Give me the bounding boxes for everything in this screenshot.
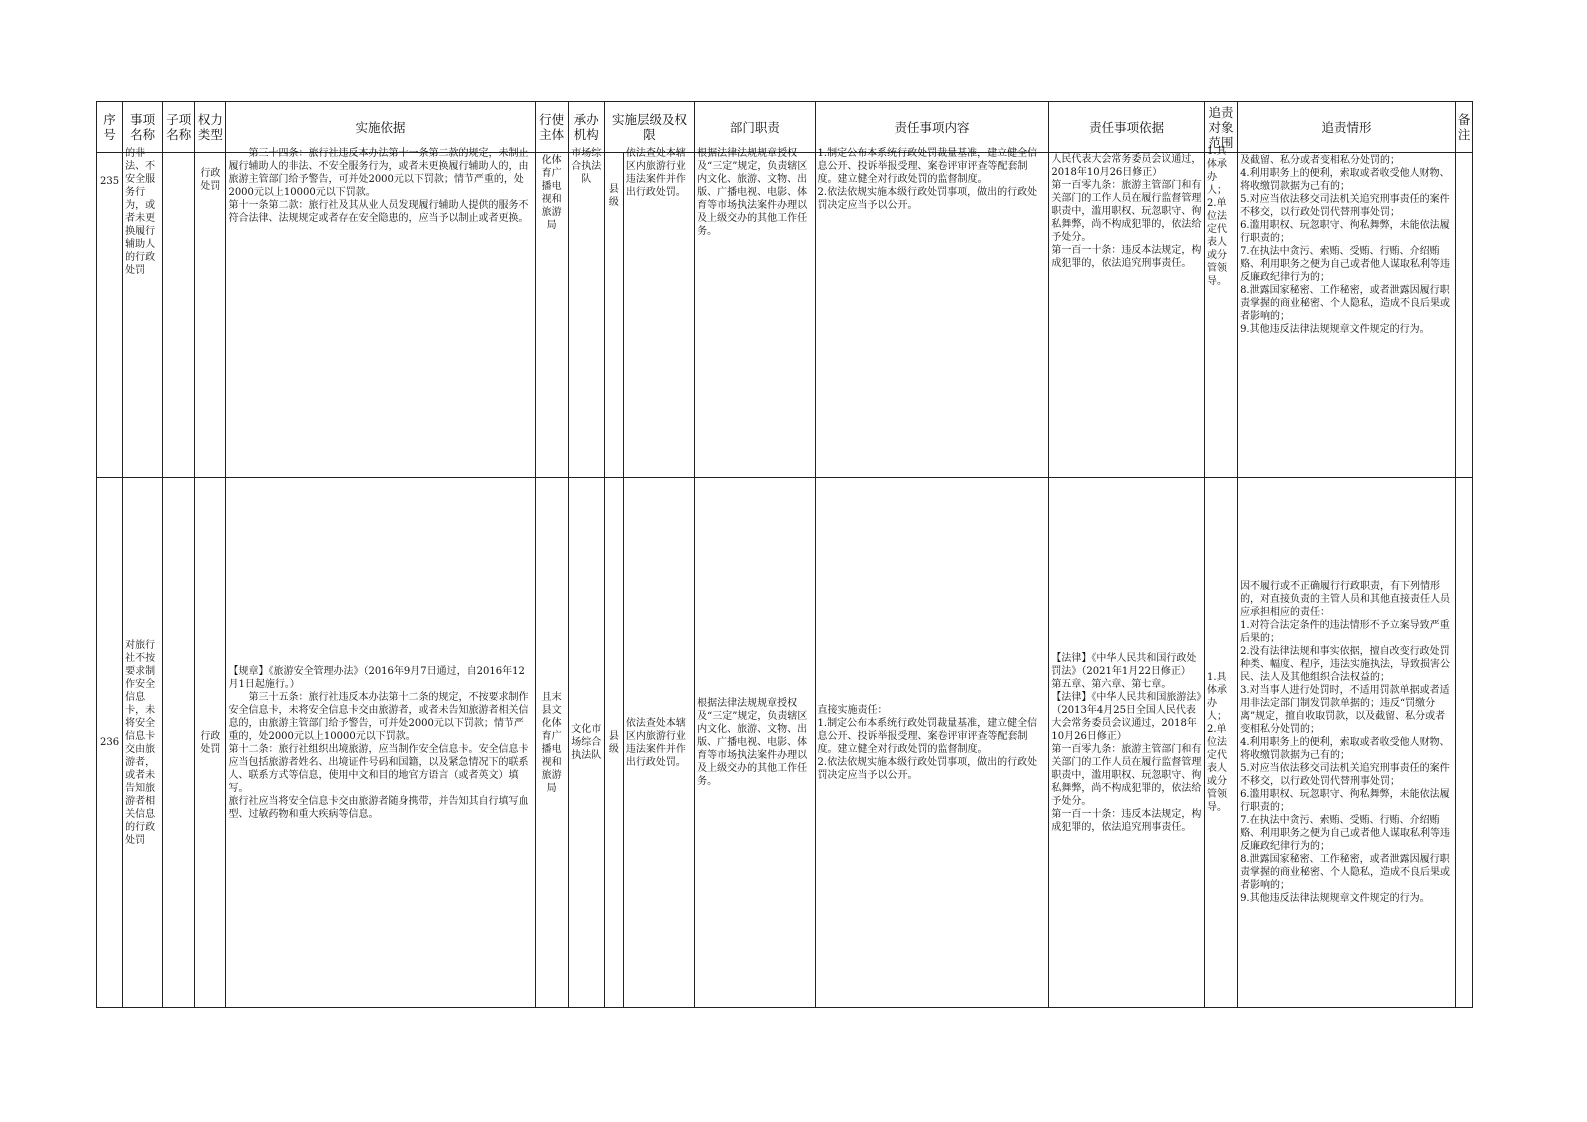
row-resp [815,148,1049,478]
row-level-b: 依法查处本辖区内旅游行业违法案件并作出行政处罚。 [623,478,694,1008]
row-note [1455,153,1472,478]
row-item: 对旅行社不按要求制作安全信息卡，未将安全信息卡交由旅游者，或者未告知旅游者相关信息的行政处罚 [123,478,163,1008]
row-sub [163,478,195,1008]
row-level-a: 县级 [604,478,623,1008]
row-basis [226,148,535,478]
row-type: 行政处罚 [195,478,226,1008]
row-org [568,148,604,478]
table-row [97,153,1473,478]
row-sub [163,153,195,478]
header-duty: 部门职责 [695,102,815,153]
row-scope [1204,146,1237,478]
row-basis-text: 第三十四条：旅行社违反本办法第十一条第二款的规定，未制止履行辅助人的非法、不安全服务行为，或者未更换履行辅助人的，由旅游主管部门给予警告，可并处2000元以下罚款；情节严重的，处2000元以上10000元以下罚款。 第十一条第二款：旅行社及其从业人员发现履行辅助人提供的服务不符合法律、法规规定或者存在安全隐患的，应当予以制止或者更换。 [228,148,529,224]
row-resp-basis: 【法律】《中华人民共和国行政处罚法》（2021年1月22日修正） 第五章、第六章、第七章。 【法律】《中华人民共和国旅游法》（2013年4月25日全国人民代表大会常务委员会议通过，2018年10月26日修正） 第一百零九条：旅游主管部门和有关部门的工作人员在履行监督管理职责中，滥用职权、玩忽职守、徇私舞弊，尚不构成犯罪的，依法给予处分。 第一百一十条：违反本法规定，构成犯罪的，依法追究刑事责任。 [1049,478,1205,1008]
row-level-b-text: 依法查处本辖区内旅游行业违法案件并作出行政处罚。 [625,148,686,198]
row-scope-text: 1.具体承办人； 2.单位法定代表人或分管领导。 [1206,146,1227,287]
row-basis-head: 【规章】《旅游安全管理办法》（2016年9月7日通过，自2016年12月1日起施行。） [228,665,525,690]
row-item-text: 的非法、不安全服务行为，或者未更换履行辅助人的行政处罚 [125,148,156,276]
row-type [195,153,226,478]
row-type-text: 行政处罚 [200,168,221,192]
row-subject [535,153,568,478]
row-cond-text: 及截留、私分或者变相私分处罚的； 4.利用职务上的便利，索取或者收受他人财物、将收缴罚款据为己有的； 5.对应当依法移交司法机关追究刑事责任的案件不移交，以行政处罚代替刑事处罚； 6.滥用职权、玩忽职守、徇私舞弊，未能依法履行职责的； 7.在执法中贪污、索贿、受贿、行贿、介绍贿赂、利用职务之便为自己或者他人谋取私利等违反廉政纪律行为的； 8.泄露国家秘密、工作秘密，或者泄露因履行职责掌握的商业秘密、个人隐私，造成不良后果或者影响的； 9.其他违反法律法规规章文件规定的行为。 [1240,155,1451,335]
row-basis [226,478,535,1008]
row-item [123,148,163,478]
row-basis-text: 第三十五条：旅行社违反本办法第十二条的规定，不按要求制作安全信息卡，未将安全信息卡交由旅游者，或者未告知旅游者相关信息的，由旅游主管部门给予警告，可并处2000元以下罚款；情节严重的，处2000元以上10000元以下罚款。 第十二条：旅行社组织出境旅游，应当制作安全信息卡。安全信息卡应当包括旅游者姓名、出境证件号码和国籍，以及紧急情况下的联系人、联系方式等信息，使用中文和目的地官方语言（或者英文）填写。 旅行社应当将安全信息卡交由旅游者随身携带，并告知其自行填写血型、过敏药物和重大疾病等信息。 [228,691,529,820]
row-duty-text: 根据法律法规规章授权及“三定”规定，负责辖区内文化、旅游、文物、出版、广播电视、电影、体育等市场执法案件办理以及上级交办的其他工作任务。 [697,148,808,237]
row-org: 文化市场综合执法队 [568,478,604,1008]
row-resp: 直接实施责任： 1.制定公布本系统行政处罚裁量基准，建立健全信息公开、投诉举报受理、案卷评审评查等配套制度。建立健全对行政处罚的监督制度。 2.依法依规实施本级行政处罚事项，做出的行政处罚决定应当予以公开。 [815,478,1049,1008]
row-subject-text: 化体育广播电视和旅游局 [541,155,562,231]
header-resp-basis: 责任事项依据 [1049,102,1205,153]
row-note [1455,478,1472,1008]
header-seq: 序号 [97,102,123,153]
header-basis: 实施依据 [226,102,535,153]
row-cond: 因不履行或不正确履行行政职责，有下列情形的，对直接负责的主管人员和其他直接责任人员应承担相应的责任： 1.对符合法定条件的违法情形不予立案导致严重后果的； 2.没有法律法规和事实依据，擅自改变行政处罚种类、幅度、程序，违法实施执法，导致损害公民、法人及其他组织合法权益的； 3.对当事人进行处罚时，不适用罚款单据或者适用非法定部门制发罚款单据的；违反“罚缴分离”规定，擅自收取罚款，以及截留、私分或者变相私分处罚的； 4.利用职务上的便利，索取或者收受他人财物、将收缴罚款据为己有的； 5.对应当依法移交司法机关追究刑事责任的案件不移交，以行政处罚代替刑事处罚； 6.滥用职权、玩忽职守、徇私舞弊，未能依法履行职责的； 7.在执法中贪污、索贿、受贿、行贿、介绍贿赂、利用职务之便为自己或者他人谋取私利等违反廉政纪律行为的； 8.泄露国家秘密、工作秘密，或者泄露因履行职责掌握的商业秘密、个人隐私，造成不良后果或者影响的； 9.其他违反法律法规规章文件规定的行为。 [1238,478,1456,1008]
row-duty: 根据法律法规规章授权及“三定”规定，负责辖区内文化、旅游、文物、出版、广播电视、电影、体育等市场执法案件办理以及上级交办的其他工作任务。 [695,478,815,1008]
row-subject: 且末县文化体育广播电视和旅游局 [535,478,568,1008]
row-level-a [604,153,623,478]
row-resp-text: 1.制定公布本系统行政处罚裁量基准，建立健全信息公开、投诉举报受理、案卷评审评查等配套制度。建立健全对行政处罚的监督制度。 2.依法依规实施本级行政处罚事项，做出的行政处罚决定应当予以公开。 [817,148,1038,211]
row-level-b [623,148,694,478]
header-org: 承办机构 [568,102,604,153]
row-resp-basis [1049,153,1205,478]
header-note: 备注 [1455,102,1472,153]
header-cond: 追责情形 [1238,102,1456,153]
row-org-text: 市场综合执法队 [571,148,602,185]
row-duty [695,148,815,478]
authority-table [96,101,1473,1008]
header-item: 事项名称 [123,102,163,153]
header-scope: 追责对象范围 [1204,102,1237,153]
row-scope: 1.具体承办人； 2.单位法定代表人或分管领导。 [1204,478,1237,1008]
header-sub: 子项名称 [163,102,195,153]
header-resp: 责任事项内容 [815,102,1049,153]
header-subject: 行使主体 [535,102,568,153]
header-type: 权力类型 [195,102,226,153]
row-resp-basis-text: 人民代表大会常务委员会议通过，2018年10月26日修正） 第一百零九条：旅游主管部门和有关部门的工作人员在履行监督管理职责中，滥用职权、玩忽职守、徇私舞弊，尚不构成犯罪的，依法给予处分。 第一百一十条：违反本法规定，构成犯罪的，依法追究刑事责任。 [1051,154,1202,269]
row-level-a-text: 县级 [608,184,619,208]
row-seq: 236 [97,478,123,1008]
header-row [97,102,1473,153]
header-level: 实施层级及权限 [604,102,694,153]
row-seq: 235 [97,153,123,478]
row-cond [1238,153,1456,478]
table-row [97,478,1473,1008]
